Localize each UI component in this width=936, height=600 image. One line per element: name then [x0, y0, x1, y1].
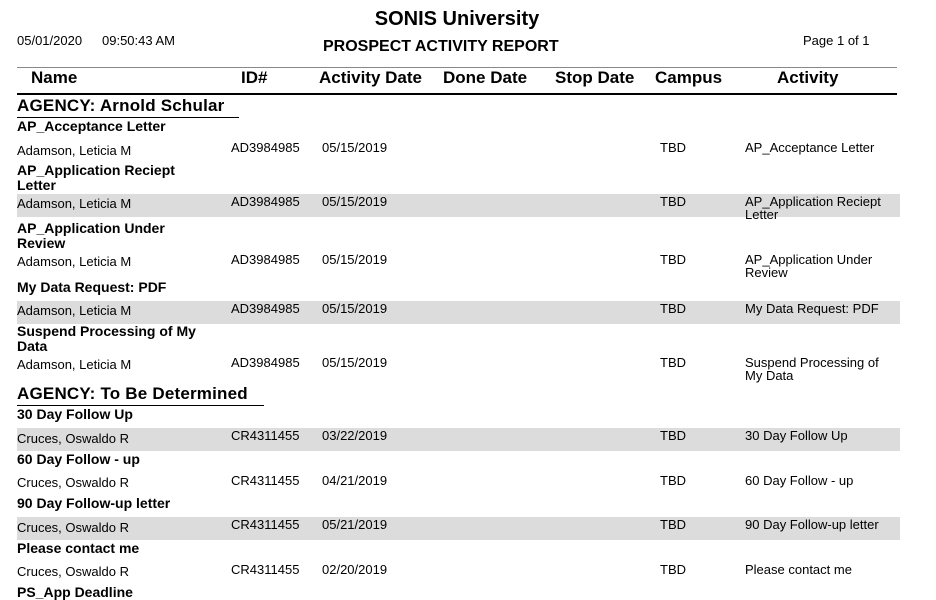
row-activity: AP_Application Reciept Letter	[745, 194, 881, 222]
group-title: AP_Acceptance Letter	[17, 118, 166, 134]
column-header-activity-date: Activity Date	[319, 68, 422, 87]
row-name: Adamson, Leticia M	[17, 143, 132, 158]
row-activity: Please contact me	[745, 562, 852, 577]
group-title: My Data Request: PDF	[17, 279, 167, 295]
row-activity-date: 05/15/2019	[322, 194, 388, 209]
row-id: AD3984985	[231, 355, 300, 370]
group-title: Please contact me	[17, 540, 140, 556]
university-name-text: SONIS University	[374, 8, 540, 30]
row-campus: TBD	[660, 473, 686, 488]
group-title: Suspend Processing of My Data	[17, 323, 196, 354]
row-activity: 90 Day Follow-up letter	[745, 517, 879, 532]
row-activity-date: 02/20/2019	[322, 562, 388, 577]
page-indicator: Page 1 of 1	[803, 33, 870, 48]
header-bottom-rule	[17, 93, 897, 95]
row-campus: TBD	[660, 355, 686, 370]
column-header-name: Name	[31, 68, 78, 87]
row-campus: TBD	[660, 428, 686, 443]
report-date: 05/01/2020	[17, 33, 83, 48]
row-id: CR4311455	[231, 428, 300, 443]
row-campus: TBD	[660, 301, 686, 316]
row-id: AD3984985	[231, 252, 300, 267]
row-activity: 30 Day Follow Up	[745, 428, 848, 443]
row-name: Cruces, Oswaldo R	[17, 475, 129, 490]
group-title: AP_Application Under Review	[17, 220, 165, 251]
row-name: Adamson, Leticia M	[17, 357, 132, 372]
row-id: CR4311455	[231, 562, 300, 577]
row-name: Adamson, Leticia M	[17, 303, 132, 318]
row-activity-date: 05/15/2019	[322, 301, 388, 316]
report-title: PROSPECT ACTIVITY REPORT	[323, 38, 559, 55]
row-activity-date: 05/15/2019	[322, 252, 388, 267]
row-activity: AP_Acceptance Letter	[745, 140, 875, 155]
row-campus: TBD	[660, 517, 686, 532]
row-campus: TBD	[660, 140, 686, 155]
group-title: 90 Day Follow-up letter	[17, 495, 171, 511]
row-activity: Suspend Processing of My Data	[745, 355, 879, 383]
row-name: Adamson, Leticia M	[17, 254, 132, 269]
row-campus: TBD	[660, 194, 686, 209]
row-name: Cruces, Oswaldo R	[17, 520, 129, 535]
column-header-done-date: Done Date	[443, 68, 528, 87]
group-title: 30 Day Follow Up	[17, 406, 133, 422]
report-time: 09:50:43 AM	[102, 33, 175, 48]
column-header-stop-date: Stop Date	[555, 68, 635, 87]
row-id: AD3984985	[231, 301, 300, 316]
row-name: Cruces, Oswaldo R	[17, 564, 129, 579]
group-title: AP_Application Reciept Letter	[17, 162, 175, 193]
row-activity-date: 04/21/2019	[322, 473, 388, 488]
row-campus: TBD	[660, 562, 686, 577]
row-activity: My Data Request: PDF	[745, 301, 879, 316]
row-name: Adamson, Leticia M	[17, 196, 132, 211]
university-name	[0, 8, 916, 31]
row-activity-date: 03/22/2019	[322, 428, 388, 443]
row-activity-date: 05/15/2019	[322, 355, 388, 370]
agency-heading: AGENCY: Arnold Schular	[17, 96, 225, 115]
row-id: CR4311455	[231, 473, 300, 488]
group-title: 60 Day Follow - up	[17, 451, 140, 467]
row-campus: TBD	[660, 252, 686, 267]
row-activity-date: 05/15/2019	[322, 140, 388, 155]
row-activity: AP_Application Under Review	[745, 252, 873, 280]
row-activity: 60 Day Follow - up	[745, 473, 854, 488]
group-title: PS_App Deadline	[17, 584, 133, 600]
column-header-campus: Campus	[655, 68, 723, 87]
agency-heading: AGENCY: To Be Determined	[17, 384, 248, 403]
column-header-activity: Activity	[777, 68, 839, 87]
column-header-id: ID#	[241, 68, 268, 87]
row-name: Cruces, Oswaldo R	[17, 431, 129, 446]
row-activity-date: 05/21/2019	[322, 517, 388, 532]
row-id: AD3984985	[231, 194, 300, 209]
row-id: AD3984985	[231, 140, 300, 155]
row-id: CR4311455	[231, 517, 300, 532]
